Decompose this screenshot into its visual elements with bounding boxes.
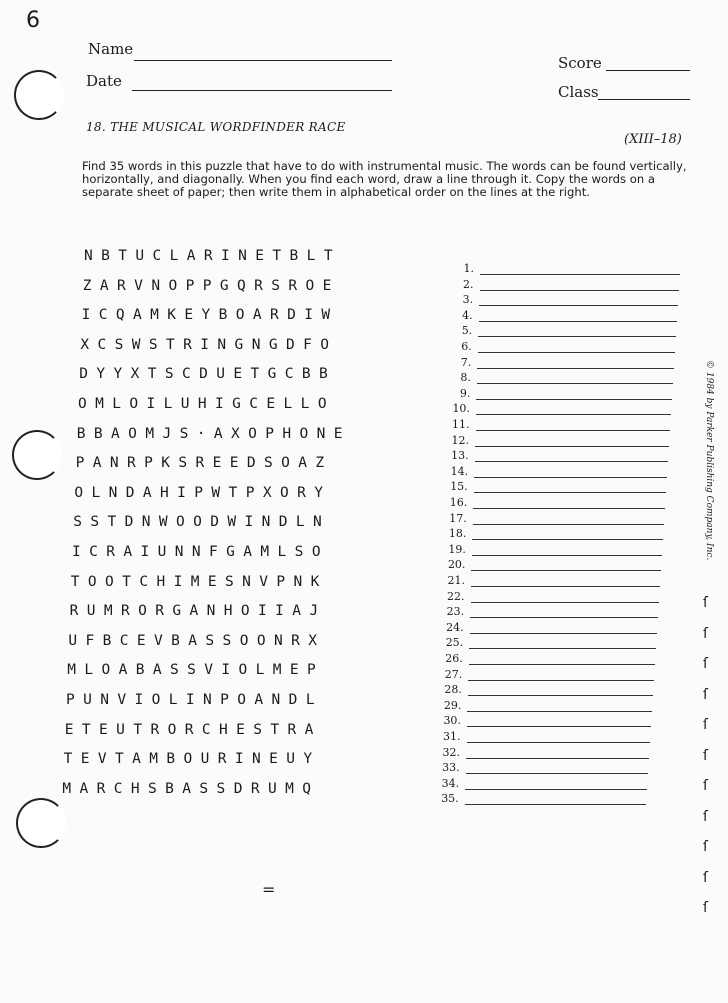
answer-number: 4. xyxy=(462,308,473,322)
page-number: 6 xyxy=(26,8,40,33)
answer-line[interactable] xyxy=(477,368,674,369)
answer-number: 13. xyxy=(451,449,469,463)
answer-number: 30. xyxy=(443,714,461,728)
answer-number: 23. xyxy=(446,605,465,619)
answer-number: 32. xyxy=(442,745,461,759)
answer-number: 11. xyxy=(452,418,470,431)
puzzle-row: TEVTAMBOURINEUY xyxy=(63,751,321,768)
name-field[interactable] xyxy=(88,40,133,58)
answer-line[interactable] xyxy=(479,321,677,322)
answer-line[interactable] xyxy=(471,602,659,603)
answer-line[interactable] xyxy=(471,586,660,587)
answer-number: 15. xyxy=(450,480,468,494)
puzzle-row: MLOABASSVIOLMEP xyxy=(67,662,325,679)
binder-hole-top xyxy=(14,70,64,120)
answer-number: 8. xyxy=(460,371,471,385)
answer-number: 20. xyxy=(447,558,466,572)
puzzle-row: TOOTCHIMESNVPNK xyxy=(70,573,328,590)
answer-line[interactable] xyxy=(474,492,666,493)
answer-number: 35. xyxy=(441,792,459,806)
puzzle-row: PUNVIOLINPOANDL xyxy=(66,692,323,708)
copyright-notice: © 1984 by Parker Publishing Company, Inc. xyxy=(704,360,714,561)
answer-line[interactable] xyxy=(470,617,658,618)
puzzle-row: ICRAIUNNFGAMLSO xyxy=(72,544,329,560)
answer-number: 33. xyxy=(442,761,460,775)
answer-number: 16. xyxy=(449,496,468,509)
answer-line[interactable] xyxy=(466,773,648,774)
answer-line[interactable] xyxy=(469,664,655,665)
name-line xyxy=(134,60,392,61)
answer-line[interactable] xyxy=(472,539,663,540)
answer-line[interactable] xyxy=(465,804,646,805)
puzzle-row: SSTDNWOODWINDLN xyxy=(73,514,331,531)
binder-hole-middle xyxy=(12,430,62,480)
answer-number: 3. xyxy=(462,293,474,307)
answer-number: 6. xyxy=(461,340,472,353)
answer-number: 1. xyxy=(463,262,474,275)
answer-line[interactable] xyxy=(466,758,649,759)
answer-line[interactable] xyxy=(478,352,675,353)
answer-number: 7. xyxy=(460,355,472,369)
worksheet-title: 18. THE MUSICAL WORDFINDER RACE xyxy=(86,120,346,134)
answer-number: 21. xyxy=(447,574,465,587)
answer-line[interactable] xyxy=(476,414,671,415)
puzzle-row: ZARVNOPPGQRSROE xyxy=(82,277,340,294)
margin-marks: ſ ſ ſ ſ ſ ſ ſ ſ ſ ſ ſ xyxy=(703,595,708,916)
answer-line[interactable] xyxy=(480,274,680,275)
answer-line[interactable] xyxy=(476,430,671,431)
class-field[interactable] xyxy=(558,83,599,101)
score-field[interactable] xyxy=(558,54,602,72)
answer-number: 27. xyxy=(444,667,463,681)
class-label: Class xyxy=(558,83,599,101)
answer-line[interactable] xyxy=(479,305,678,306)
answer-line[interactable] xyxy=(473,524,664,525)
answer-number: 10. xyxy=(452,402,470,416)
score-label: Score xyxy=(558,54,602,72)
puzzle-row: ETEUTRORCHESTRA xyxy=(64,721,322,738)
answer-line[interactable] xyxy=(467,742,651,743)
answer-line[interactable] xyxy=(474,477,667,478)
puzzle-row: MARCHSBASSDRUMQ xyxy=(62,780,320,797)
answer-line[interactable] xyxy=(476,399,672,400)
answer-line[interactable] xyxy=(478,336,676,337)
puzzle-row: RUMRORGANHOIIAJ xyxy=(69,603,327,620)
answer-line[interactable] xyxy=(468,680,654,681)
answer-line[interactable] xyxy=(471,570,661,571)
answer-line[interactable] xyxy=(470,633,657,634)
answer-number: 25. xyxy=(445,636,464,650)
answer-line[interactable] xyxy=(480,290,679,291)
answer-number: 14. xyxy=(450,464,469,478)
answer-number: 9. xyxy=(459,386,471,400)
instructions: Find 35 words in this puzzle that have to do with instrumental music. The words can be found vertically, horizontally, and diagonally. When you find each word, draw a line through it. Copy the words on a separate sheet of paper; then write them in alphabetical order on the lines at the right. xyxy=(82,159,687,199)
puzzle-row: OMLOILUHIGCELLO xyxy=(78,396,335,412)
puzzle-row: XCSWSTRINGNGDFO xyxy=(80,336,338,353)
answer-number: 2. xyxy=(463,277,474,291)
answer-number: 24. xyxy=(446,620,464,634)
puzzle-row: UFBCEVBASSOONRX xyxy=(68,632,326,649)
answer-number: 31. xyxy=(443,730,461,743)
answer-line[interactable] xyxy=(469,648,656,649)
date-field[interactable] xyxy=(86,72,122,90)
answer-number: 5. xyxy=(461,324,473,338)
date-label: Date xyxy=(86,72,122,90)
answer-number: 19. xyxy=(448,542,466,556)
answer-line[interactable] xyxy=(473,508,665,509)
answer-line[interactable] xyxy=(475,446,669,447)
answer-line[interactable] xyxy=(472,555,662,556)
puzzle-row: OLNDAHIPWTPXORY xyxy=(74,484,332,501)
name-label: Name xyxy=(88,40,134,58)
answer-line[interactable] xyxy=(475,461,668,462)
answer-number: 34. xyxy=(441,776,460,790)
answer-number: 18. xyxy=(448,527,467,541)
puzzle-row: PANRPKSREEDSOAZ xyxy=(75,455,333,472)
class-line xyxy=(598,99,690,100)
answer-number: 12. xyxy=(451,433,470,447)
answer-number: 17. xyxy=(449,511,467,525)
answer-number: 22. xyxy=(447,589,465,603)
puzzle-row: ICQAMKEYBOARDIW xyxy=(81,307,339,324)
binder-hole-bottom xyxy=(16,798,66,848)
answer-line[interactable] xyxy=(467,711,652,712)
worksheet-code: (XIII–18) xyxy=(624,132,682,147)
puzzle-row: DYYXTSCDUETGCBB xyxy=(79,366,337,383)
puzzle-row: BBAOMJS·AXOPHONE xyxy=(76,425,351,442)
answer-line[interactable] xyxy=(465,789,647,790)
answer-line[interactable] xyxy=(477,383,673,384)
answer-line[interactable] xyxy=(468,695,653,696)
score-line xyxy=(606,70,690,71)
puzzle-row: NBTUCLARINETBLT xyxy=(84,248,341,264)
answer-number: 29. xyxy=(443,698,462,712)
date-line xyxy=(132,90,392,91)
answer-line[interactable] xyxy=(467,726,651,727)
answer-number: 28. xyxy=(444,683,462,697)
bottom-mark: = xyxy=(262,880,276,899)
answer-number: 26. xyxy=(445,652,463,665)
